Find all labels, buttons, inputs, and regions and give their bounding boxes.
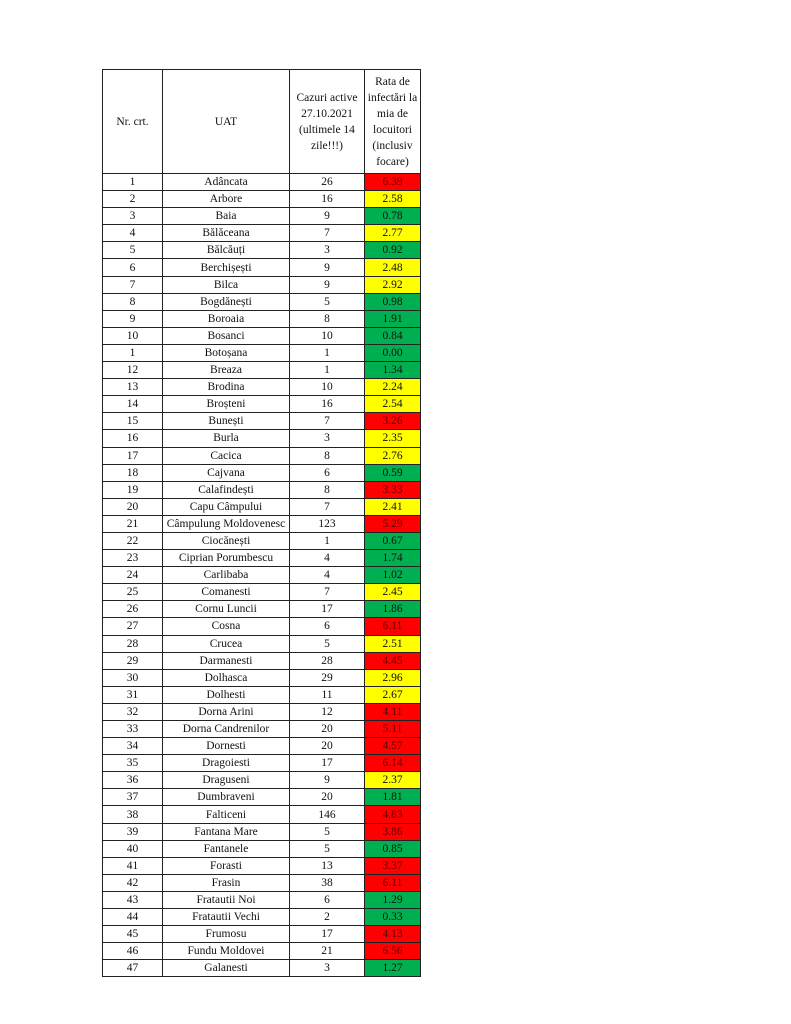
infection-rate-cell: 0.59 bbox=[365, 464, 421, 481]
row-number-cell: 45 bbox=[103, 926, 163, 943]
row-number-cell: 39 bbox=[103, 823, 163, 840]
active-cases-cell: 12 bbox=[290, 703, 365, 720]
table-row bbox=[103, 755, 421, 772]
active-cases-cell: 13 bbox=[290, 857, 365, 874]
infection-rate-cell: 6.56 bbox=[365, 943, 421, 960]
row-number-cell: 28 bbox=[103, 635, 163, 652]
row-number-cell: 24 bbox=[103, 567, 163, 584]
row-number-cell: 43 bbox=[103, 891, 163, 908]
uat-name-cell: Bosanci bbox=[163, 327, 290, 344]
table-row bbox=[103, 447, 421, 464]
row-number-cell: 1 bbox=[103, 174, 163, 191]
table-row bbox=[103, 276, 421, 293]
table-row bbox=[103, 208, 421, 225]
uat-name-cell: Darmanesti bbox=[163, 652, 290, 669]
table-row bbox=[103, 874, 421, 891]
table-row bbox=[103, 652, 421, 669]
row-number-cell: 4 bbox=[103, 225, 163, 242]
uat-name-cell: Ciprian Porumbescu bbox=[163, 550, 290, 567]
uat-name-cell: Ciocănești bbox=[163, 532, 290, 549]
infection-rate-cell: 1.86 bbox=[365, 601, 421, 618]
infection-rate-cell: 2.37 bbox=[365, 772, 421, 789]
infection-rate-cell: 0.78 bbox=[365, 208, 421, 225]
uat-name-cell: Fratautii Noi bbox=[163, 891, 290, 908]
active-cases-cell: 7 bbox=[290, 584, 365, 601]
row-number-cell: 6 bbox=[103, 259, 163, 276]
uat-name-cell: Adâncata bbox=[163, 174, 290, 191]
infection-rate-cell: 1.29 bbox=[365, 891, 421, 908]
table-row bbox=[103, 960, 421, 977]
infection-rate-cell: 2.92 bbox=[365, 276, 421, 293]
row-number-cell: 29 bbox=[103, 652, 163, 669]
infection-rate-cell: 2.51 bbox=[365, 635, 421, 652]
row-number-cell: 8 bbox=[103, 293, 163, 310]
table-row bbox=[103, 891, 421, 908]
row-number-cell: 1 bbox=[103, 344, 163, 361]
infection-rate-cell: 0.92 bbox=[365, 242, 421, 259]
uat-name-cell: Dolhasca bbox=[163, 669, 290, 686]
row-number-cell: 26 bbox=[103, 601, 163, 618]
infection-rate-cell: 2.96 bbox=[365, 669, 421, 686]
uat-name-cell: Bogdănești bbox=[163, 293, 290, 310]
active-cases-cell: 9 bbox=[290, 259, 365, 276]
active-cases-cell: 11 bbox=[290, 686, 365, 703]
infection-rate-cell: 5.11 bbox=[365, 721, 421, 738]
infection-rate-table bbox=[102, 69, 421, 977]
uat-name-cell: Dolhesti bbox=[163, 686, 290, 703]
table-row bbox=[103, 515, 421, 532]
infection-rate-cell: 1.02 bbox=[365, 567, 421, 584]
uat-name-cell: Fantanele bbox=[163, 840, 290, 857]
uat-name-cell: Draguseni bbox=[163, 772, 290, 789]
active-cases-cell: 6 bbox=[290, 891, 365, 908]
row-number-cell: 34 bbox=[103, 738, 163, 755]
active-cases-cell: 5 bbox=[290, 840, 365, 857]
header-active-cases: Cazuri active 27.10.2021 (ultimele 14 zile!!!) bbox=[290, 70, 365, 174]
table-row bbox=[103, 396, 421, 413]
active-cases-cell: 21 bbox=[290, 943, 365, 960]
row-number-cell: 9 bbox=[103, 310, 163, 327]
uat-name-cell: Falticeni bbox=[163, 806, 290, 823]
table-row bbox=[103, 584, 421, 601]
infection-rate-cell: 6.39 bbox=[365, 174, 421, 191]
row-number-cell: 7 bbox=[103, 276, 163, 293]
table-row bbox=[103, 242, 421, 259]
infection-rate-cell: 2.76 bbox=[365, 447, 421, 464]
table-body bbox=[103, 174, 421, 977]
row-number-cell: 5 bbox=[103, 242, 163, 259]
table-row bbox=[103, 362, 421, 379]
infection-rate-cell: 4.57 bbox=[365, 738, 421, 755]
table-row bbox=[103, 567, 421, 584]
table-row bbox=[103, 738, 421, 755]
row-number-cell: 42 bbox=[103, 874, 163, 891]
uat-name-cell: Forasti bbox=[163, 857, 290, 874]
active-cases-cell: 123 bbox=[290, 515, 365, 532]
infection-rate-cell: 2.35 bbox=[365, 430, 421, 447]
uat-name-cell: Capu Câmpului bbox=[163, 498, 290, 515]
row-number-cell: 44 bbox=[103, 909, 163, 926]
active-cases-cell: 6 bbox=[290, 464, 365, 481]
row-number-cell: 41 bbox=[103, 857, 163, 874]
table-row bbox=[103, 618, 421, 635]
infection-rate-cell: 1.27 bbox=[365, 960, 421, 977]
uat-name-cell: Dorna Arini bbox=[163, 703, 290, 720]
row-number-cell: 31 bbox=[103, 686, 163, 703]
active-cases-cell: 20 bbox=[290, 738, 365, 755]
infection-rate-cell: 6.11 bbox=[365, 618, 421, 635]
table-row bbox=[103, 772, 421, 789]
table-row bbox=[103, 635, 421, 652]
row-number-cell: 47 bbox=[103, 960, 163, 977]
uat-name-cell: Burla bbox=[163, 430, 290, 447]
uat-name-cell: Cajvana bbox=[163, 464, 290, 481]
row-number-cell: 22 bbox=[103, 532, 163, 549]
uat-name-cell: Bălcăuți bbox=[163, 242, 290, 259]
table-row bbox=[103, 789, 421, 806]
active-cases-cell: 10 bbox=[290, 327, 365, 344]
infection-rate-cell: 1.81 bbox=[365, 789, 421, 806]
infection-rate-cell: 2.54 bbox=[365, 396, 421, 413]
uat-name-cell: Dorna Candrenilor bbox=[163, 721, 290, 738]
infection-rate-cell: 0.67 bbox=[365, 532, 421, 549]
table-row bbox=[103, 413, 421, 430]
active-cases-cell: 6 bbox=[290, 618, 365, 635]
active-cases-cell: 16 bbox=[290, 396, 365, 413]
row-number-cell: 20 bbox=[103, 498, 163, 515]
table-row bbox=[103, 344, 421, 361]
table-row bbox=[103, 293, 421, 310]
active-cases-cell: 3 bbox=[290, 430, 365, 447]
infection-rate-cell: 2.41 bbox=[365, 498, 421, 515]
row-number-cell: 23 bbox=[103, 550, 163, 567]
uat-name-cell: Bunești bbox=[163, 413, 290, 430]
active-cases-cell: 4 bbox=[290, 550, 365, 567]
infection-rate-cell: 2.58 bbox=[365, 191, 421, 208]
uat-name-cell: Galanesti bbox=[163, 960, 290, 977]
table-row bbox=[103, 550, 421, 567]
infection-rate-cell: 1.91 bbox=[365, 310, 421, 327]
table-row bbox=[103, 430, 421, 447]
table-row bbox=[103, 840, 421, 857]
active-cases-cell: 1 bbox=[290, 362, 365, 379]
active-cases-cell: 29 bbox=[290, 669, 365, 686]
uat-name-cell: Bilca bbox=[163, 276, 290, 293]
table-row bbox=[103, 259, 421, 276]
active-cases-cell: 7 bbox=[290, 498, 365, 515]
infection-rate-cell: 0.00 bbox=[365, 344, 421, 361]
table-row bbox=[103, 703, 421, 720]
active-cases-cell: 16 bbox=[290, 191, 365, 208]
active-cases-cell: 9 bbox=[290, 276, 365, 293]
table-row bbox=[103, 806, 421, 823]
row-number-cell: 12 bbox=[103, 362, 163, 379]
header-uat: UAT bbox=[163, 70, 290, 174]
row-number-cell: 2 bbox=[103, 191, 163, 208]
active-cases-cell: 8 bbox=[290, 447, 365, 464]
row-number-cell: 36 bbox=[103, 772, 163, 789]
active-cases-cell: 9 bbox=[290, 208, 365, 225]
active-cases-cell: 7 bbox=[290, 225, 365, 242]
infection-rate-cell: 2.48 bbox=[365, 259, 421, 276]
table-row bbox=[103, 481, 421, 498]
row-number-cell: 19 bbox=[103, 481, 163, 498]
active-cases-cell: 1 bbox=[290, 344, 365, 361]
infection-rate-cell: 6.11 bbox=[365, 874, 421, 891]
row-number-cell: 18 bbox=[103, 464, 163, 481]
active-cases-cell: 17 bbox=[290, 755, 365, 772]
infection-rate-cell: 2.45 bbox=[365, 584, 421, 601]
row-number-cell: 17 bbox=[103, 447, 163, 464]
row-number-cell: 33 bbox=[103, 721, 163, 738]
row-number-cell: 16 bbox=[103, 430, 163, 447]
row-number-cell: 21 bbox=[103, 515, 163, 532]
active-cases-cell: 4 bbox=[290, 567, 365, 584]
row-number-cell: 13 bbox=[103, 379, 163, 396]
table-row bbox=[103, 310, 421, 327]
uat-name-cell: Dragoiesti bbox=[163, 755, 290, 772]
table-row bbox=[103, 532, 421, 549]
row-number-cell: 35 bbox=[103, 755, 163, 772]
table-row bbox=[103, 943, 421, 960]
infection-rate-cell: 1.74 bbox=[365, 550, 421, 567]
active-cases-cell: 5 bbox=[290, 823, 365, 840]
active-cases-cell: 7 bbox=[290, 413, 365, 430]
uat-name-cell: Crucea bbox=[163, 635, 290, 652]
row-number-cell: 40 bbox=[103, 840, 163, 857]
infection-rate-cell: 1.34 bbox=[365, 362, 421, 379]
infection-rate-cell: 4.45 bbox=[365, 652, 421, 669]
uat-name-cell: Cornu Luncii bbox=[163, 601, 290, 618]
infection-rate-cell: 0.98 bbox=[365, 293, 421, 310]
active-cases-cell: 3 bbox=[290, 960, 365, 977]
uat-name-cell: Botoșana bbox=[163, 344, 290, 361]
active-cases-cell: 8 bbox=[290, 310, 365, 327]
active-cases-cell: 17 bbox=[290, 601, 365, 618]
active-cases-cell: 10 bbox=[290, 379, 365, 396]
infection-rate-cell: 5.29 bbox=[365, 515, 421, 532]
table-row bbox=[103, 926, 421, 943]
infection-rate-cell: 2.77 bbox=[365, 225, 421, 242]
uat-name-cell: Carlibaba bbox=[163, 567, 290, 584]
active-cases-cell: 17 bbox=[290, 926, 365, 943]
row-number-cell: 27 bbox=[103, 618, 163, 635]
row-number-cell: 46 bbox=[103, 943, 163, 960]
uat-name-cell: Berchișești bbox=[163, 259, 290, 276]
uat-name-cell: Brodina bbox=[163, 379, 290, 396]
infection-rate-cell: 4.83 bbox=[365, 806, 421, 823]
row-number-cell: 32 bbox=[103, 703, 163, 720]
table-row bbox=[103, 909, 421, 926]
active-cases-cell: 28 bbox=[290, 652, 365, 669]
infection-rate-cell: 6.14 bbox=[365, 755, 421, 772]
active-cases-cell: 8 bbox=[290, 481, 365, 498]
uat-name-cell: Boroaia bbox=[163, 310, 290, 327]
uat-name-cell: Calafindești bbox=[163, 481, 290, 498]
active-cases-cell: 38 bbox=[290, 874, 365, 891]
table-header bbox=[103, 70, 421, 174]
active-cases-cell: 26 bbox=[290, 174, 365, 191]
infection-rate-cell: 3.37 bbox=[365, 857, 421, 874]
active-cases-cell: 3 bbox=[290, 242, 365, 259]
table-row bbox=[103, 225, 421, 242]
active-cases-cell: 20 bbox=[290, 789, 365, 806]
table-row bbox=[103, 823, 421, 840]
uat-name-cell: Cacica bbox=[163, 447, 290, 464]
uat-name-cell: Bălăceana bbox=[163, 225, 290, 242]
row-number-cell: 38 bbox=[103, 806, 163, 823]
infection-rate-cell: 0.84 bbox=[365, 327, 421, 344]
uat-name-cell: Dumbraveni bbox=[163, 789, 290, 806]
infection-rate-cell: 3.86 bbox=[365, 823, 421, 840]
table-row bbox=[103, 669, 421, 686]
uat-name-cell: Broșteni bbox=[163, 396, 290, 413]
row-number-cell: 15 bbox=[103, 413, 163, 430]
header-infection-rate: Rata de infectări la mia de locuitori (inclusiv focare) bbox=[365, 70, 421, 174]
row-number-cell: 10 bbox=[103, 327, 163, 344]
row-number-cell: 14 bbox=[103, 396, 163, 413]
uat-name-cell: Comanesti bbox=[163, 584, 290, 601]
row-number-cell: 25 bbox=[103, 584, 163, 601]
uat-name-cell: Dornesti bbox=[163, 738, 290, 755]
header-row bbox=[103, 70, 421, 174]
table-row bbox=[103, 601, 421, 618]
row-number-cell: 37 bbox=[103, 789, 163, 806]
header-nr: Nr. crt. bbox=[103, 70, 163, 174]
table-row bbox=[103, 174, 421, 191]
table-row bbox=[103, 498, 421, 515]
row-number-cell: 3 bbox=[103, 208, 163, 225]
uat-name-cell: Frasin bbox=[163, 874, 290, 891]
uat-name-cell: Arbore bbox=[163, 191, 290, 208]
active-cases-cell: 5 bbox=[290, 635, 365, 652]
active-cases-cell: 1 bbox=[290, 532, 365, 549]
uat-name-cell: Fratautii Vechi bbox=[163, 909, 290, 926]
infection-rate-cell: 2.24 bbox=[365, 379, 421, 396]
table-row bbox=[103, 857, 421, 874]
uat-name-cell: Fantana Mare bbox=[163, 823, 290, 840]
infection-rate-cell: 3.33 bbox=[365, 481, 421, 498]
infection-rate-cell: 4.13 bbox=[365, 926, 421, 943]
uat-name-cell: Baia bbox=[163, 208, 290, 225]
uat-name-cell: Câmpulung Moldovenesc bbox=[163, 515, 290, 532]
uat-name-cell: Cosna bbox=[163, 618, 290, 635]
table-row bbox=[103, 721, 421, 738]
active-cases-cell: 5 bbox=[290, 293, 365, 310]
row-number-cell: 30 bbox=[103, 669, 163, 686]
table-row bbox=[103, 379, 421, 396]
table-row bbox=[103, 464, 421, 481]
table-row bbox=[103, 327, 421, 344]
infection-rate-cell: 0.33 bbox=[365, 909, 421, 926]
infection-rate-cell: 0.85 bbox=[365, 840, 421, 857]
uat-name-cell: Frumosu bbox=[163, 926, 290, 943]
table-row bbox=[103, 191, 421, 208]
infection-rate-cell: 3.26 bbox=[365, 413, 421, 430]
active-cases-cell: 2 bbox=[290, 909, 365, 926]
table-row bbox=[103, 686, 421, 703]
active-cases-cell: 146 bbox=[290, 806, 365, 823]
uat-name-cell: Breaza bbox=[163, 362, 290, 379]
infection-rate-cell: 2.67 bbox=[365, 686, 421, 703]
uat-name-cell: Fundu Moldovei bbox=[163, 943, 290, 960]
infection-rate-cell: 4.11 bbox=[365, 703, 421, 720]
active-cases-cell: 20 bbox=[290, 721, 365, 738]
active-cases-cell: 9 bbox=[290, 772, 365, 789]
